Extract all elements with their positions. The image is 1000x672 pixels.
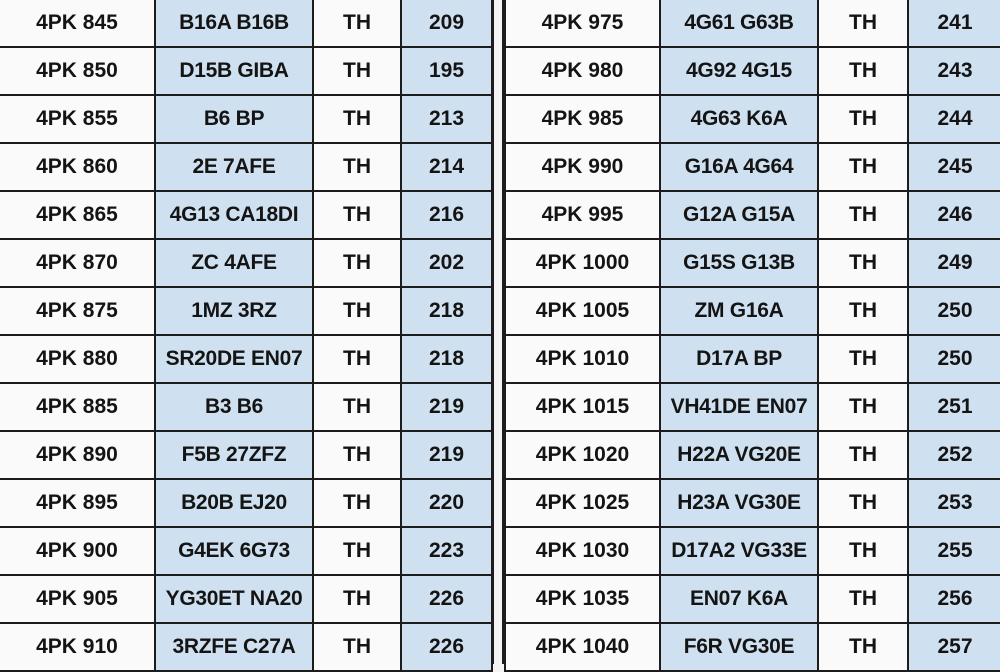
belt-code-text: 4PK 890 bbox=[36, 443, 118, 466]
belt-code-cell bbox=[0, 191, 155, 239]
suffix-text: TH bbox=[343, 587, 371, 610]
table-row bbox=[0, 143, 492, 191]
engine-codes-cell bbox=[155, 479, 313, 527]
engine-codes-cell bbox=[155, 431, 313, 479]
suffix-cell bbox=[313, 575, 401, 623]
belt-code-text: 4PK 905 bbox=[36, 587, 118, 610]
belt-code-text: 4PK 1020 bbox=[535, 443, 630, 466]
reference-number-cell bbox=[908, 527, 1000, 575]
reference-number-text: 244 bbox=[937, 107, 973, 130]
belt-code-text: 4PK 975 bbox=[541, 11, 624, 34]
engine-codes-text: 4G13 CA18DI bbox=[169, 203, 299, 226]
engine-codes-cell bbox=[155, 239, 313, 287]
belt-code-cell bbox=[505, 239, 660, 287]
suffix-cell bbox=[818, 383, 908, 431]
reference-number-text: 245 bbox=[937, 155, 973, 178]
reference-number-text: 250 bbox=[937, 347, 973, 370]
reference-number-cell bbox=[908, 0, 1000, 47]
suffix-cell bbox=[313, 191, 401, 239]
engine-codes-text: 4G92 4G15 bbox=[686, 59, 792, 82]
engine-codes-cell bbox=[660, 527, 818, 575]
suffix-cell bbox=[818, 527, 908, 575]
suffix-cell bbox=[313, 47, 401, 95]
suffix-text: TH bbox=[343, 299, 371, 322]
suffix-text: TH bbox=[343, 539, 371, 562]
reference-number-text: 209 bbox=[428, 11, 465, 34]
reference-number-text: 223 bbox=[428, 539, 465, 562]
belt-code-cell bbox=[0, 0, 155, 47]
suffix-text: TH bbox=[849, 587, 877, 610]
belt-code-cell bbox=[0, 575, 155, 623]
belt-code-cell bbox=[0, 143, 155, 191]
suffix-text: TH bbox=[343, 107, 371, 130]
table-row bbox=[505, 383, 1000, 431]
reference-number-text: 219 bbox=[428, 395, 465, 418]
reference-number-text: 216 bbox=[428, 203, 465, 226]
table-row bbox=[0, 383, 492, 431]
reference-number-cell bbox=[908, 47, 1000, 95]
table-row bbox=[0, 47, 492, 95]
reference-number-text: 195 bbox=[428, 59, 465, 82]
engine-codes-text: D17A2 VG33E bbox=[671, 539, 807, 562]
table-row bbox=[505, 335, 1000, 383]
engine-codes-text: F5B 27ZFZ bbox=[181, 443, 287, 466]
engine-codes-cell bbox=[660, 0, 818, 47]
belt-code-text: 4PK 990 bbox=[541, 155, 624, 178]
table-row bbox=[505, 527, 1000, 575]
reference-number-cell bbox=[401, 287, 492, 335]
table-row bbox=[505, 479, 1000, 527]
suffix-text: TH bbox=[343, 203, 371, 226]
reference-number-cell bbox=[401, 95, 492, 143]
belt-code-text: 4PK 1035 bbox=[535, 587, 630, 610]
engine-codes-cell bbox=[155, 95, 313, 143]
table-row bbox=[505, 0, 1000, 47]
engine-codes-text: G12A G15A bbox=[682, 203, 796, 226]
engine-codes-text: 3RZFE C27A bbox=[172, 635, 296, 658]
belt-code-cell bbox=[505, 47, 660, 95]
engine-codes-text: 4G61 G63B bbox=[684, 11, 794, 34]
belt-code-text: 4PK 995 bbox=[541, 203, 624, 226]
belt-code-cell bbox=[505, 143, 660, 191]
reference-number-text: 246 bbox=[937, 203, 973, 226]
engine-codes-text: EN07 K6A bbox=[690, 587, 788, 610]
suffix-text: TH bbox=[849, 299, 877, 322]
suffix-text: TH bbox=[343, 635, 371, 658]
suffix-text: TH bbox=[849, 11, 877, 34]
engine-codes-cell bbox=[155, 0, 313, 47]
reference-number-text: 251 bbox=[937, 395, 973, 418]
table-row bbox=[0, 575, 492, 623]
engine-codes-cell bbox=[155, 335, 313, 383]
reference-number-cell bbox=[908, 95, 1000, 143]
belt-code-cell bbox=[0, 431, 155, 479]
suffix-cell bbox=[818, 47, 908, 95]
reference-number-text: 226 bbox=[428, 587, 465, 610]
engine-codes-text: SR20DE EN07 bbox=[165, 347, 303, 370]
table-row bbox=[0, 239, 492, 287]
suffix-cell bbox=[818, 479, 908, 527]
table-row bbox=[0, 479, 492, 527]
reference-number-cell bbox=[401, 47, 492, 95]
belt-code-cell bbox=[0, 527, 155, 575]
reference-number-text: 214 bbox=[428, 155, 465, 178]
belt-code-cell bbox=[0, 47, 155, 95]
table-row bbox=[505, 431, 1000, 479]
engine-codes-cell bbox=[660, 479, 818, 527]
engine-codes-text: VH41DE EN07 bbox=[670, 395, 808, 418]
suffix-cell bbox=[818, 191, 908, 239]
suffix-cell bbox=[313, 0, 401, 47]
belt-code-cell bbox=[0, 95, 155, 143]
belt-code-cell bbox=[505, 527, 660, 575]
belt-code-text: 4PK 850 bbox=[36, 59, 118, 82]
suffix-cell bbox=[818, 287, 908, 335]
engine-codes-cell bbox=[155, 287, 313, 335]
engine-codes-cell bbox=[660, 383, 818, 431]
suffix-text: TH bbox=[343, 491, 371, 514]
engine-codes-text: F6R VG30E bbox=[683, 635, 795, 658]
suffix-cell bbox=[313, 287, 401, 335]
suffix-text: TH bbox=[343, 251, 371, 274]
engine-codes-text: G4EK 6G73 bbox=[178, 539, 290, 562]
suffix-text: TH bbox=[849, 251, 877, 274]
table-row bbox=[0, 335, 492, 383]
belt-code-cell bbox=[505, 191, 660, 239]
suffix-text: TH bbox=[849, 203, 877, 226]
belt-code-text: 4PK 875 bbox=[36, 299, 118, 322]
engine-codes-text: D17A BP bbox=[696, 347, 782, 370]
column-divider bbox=[492, 0, 504, 664]
reference-number-cell bbox=[908, 479, 1000, 527]
table-row bbox=[0, 287, 492, 335]
suffix-text: TH bbox=[343, 443, 371, 466]
suffix-text: TH bbox=[343, 347, 371, 370]
engine-codes-cell bbox=[660, 287, 818, 335]
suffix-cell bbox=[313, 335, 401, 383]
belt-code-cell bbox=[0, 239, 155, 287]
table-row bbox=[505, 47, 1000, 95]
belt-code-text: 4PK 1000 bbox=[535, 251, 630, 274]
engine-codes-text: 2E 7AFE bbox=[192, 155, 276, 178]
engine-codes-text: B3 B6 bbox=[204, 395, 264, 418]
belt-code-text: 4PK 865 bbox=[36, 203, 118, 226]
suffix-cell bbox=[313, 143, 401, 191]
reference-number-text: 220 bbox=[428, 491, 465, 514]
belt-code-text: 4PK 1010 bbox=[535, 347, 630, 370]
suffix-cell bbox=[313, 527, 401, 575]
reference-number-cell bbox=[401, 191, 492, 239]
reference-number-text: 253 bbox=[937, 491, 973, 514]
reference-number-cell bbox=[908, 383, 1000, 431]
suffix-cell bbox=[818, 0, 908, 47]
belt-code-text: 4PK 845 bbox=[36, 11, 118, 34]
suffix-cell bbox=[313, 239, 401, 287]
belt-code-cell bbox=[0, 335, 155, 383]
reference-number-text: 257 bbox=[937, 635, 973, 658]
reference-number-text: 243 bbox=[937, 59, 973, 82]
table-row bbox=[0, 191, 492, 239]
suffix-text: TH bbox=[343, 155, 371, 178]
engine-codes-cell bbox=[155, 47, 313, 95]
reference-number-cell bbox=[908, 239, 1000, 287]
belt-code-text: 4PK 855 bbox=[36, 107, 118, 130]
reference-number-text: 219 bbox=[428, 443, 465, 466]
engine-codes-text: B20B EJ20 bbox=[181, 491, 287, 514]
belt-code-cell bbox=[505, 383, 660, 431]
engine-codes-text: ZC 4AFE bbox=[191, 251, 277, 274]
belt-code-cell bbox=[505, 287, 660, 335]
suffix-cell bbox=[818, 95, 908, 143]
left-belt-table bbox=[0, 0, 493, 672]
belt-code-cell bbox=[505, 575, 660, 623]
suffix-text: TH bbox=[849, 155, 877, 178]
belt-code-text: 4PK 860 bbox=[36, 155, 118, 178]
table-row bbox=[0, 0, 492, 47]
belt-code-text: 4PK 1005 bbox=[535, 299, 630, 322]
suffix-text: TH bbox=[849, 347, 877, 370]
table-row bbox=[0, 95, 492, 143]
suffix-cell bbox=[313, 479, 401, 527]
right-belt-table bbox=[504, 0, 1000, 672]
engine-codes-cell bbox=[660, 335, 818, 383]
belt-code-text: 4PK 1015 bbox=[535, 395, 630, 418]
reference-number-text: 202 bbox=[428, 251, 465, 274]
engine-codes-text: G16A 4G64 bbox=[684, 155, 794, 178]
reference-number-cell bbox=[908, 143, 1000, 191]
reference-number-cell bbox=[908, 575, 1000, 623]
engine-codes-text: YG30ET NA20 bbox=[165, 587, 303, 610]
engine-codes-text: 4G63 K6A bbox=[690, 107, 788, 130]
reference-number-text: 252 bbox=[937, 443, 973, 466]
belt-code-text: 4PK 895 bbox=[36, 491, 118, 514]
engine-codes-cell bbox=[155, 383, 313, 431]
belt-code-cell bbox=[505, 95, 660, 143]
reference-number-text: 213 bbox=[428, 107, 465, 130]
belt-code-text: 4PK 870 bbox=[36, 251, 118, 274]
belt-code-cell bbox=[0, 383, 155, 431]
engine-codes-cell bbox=[660, 575, 818, 623]
engine-codes-cell bbox=[660, 95, 818, 143]
engine-codes-text: D15B GIBA bbox=[179, 59, 289, 82]
left-table-body bbox=[0, 0, 492, 671]
suffix-text: TH bbox=[849, 59, 877, 82]
reference-number-text: 250 bbox=[937, 299, 973, 322]
engine-codes-cell bbox=[155, 143, 313, 191]
reference-number-text: 255 bbox=[937, 539, 973, 562]
suffix-text: TH bbox=[849, 443, 877, 466]
table-row bbox=[0, 527, 492, 575]
suffix-text: TH bbox=[849, 107, 877, 130]
engine-codes-cell bbox=[660, 239, 818, 287]
reference-number-text: 241 bbox=[937, 11, 973, 34]
suffix-text: TH bbox=[343, 395, 371, 418]
engine-codes-cell bbox=[155, 527, 313, 575]
belt-code-text: 4PK 980 bbox=[541, 59, 624, 82]
table-row bbox=[505, 143, 1000, 191]
suffix-text: TH bbox=[849, 539, 877, 562]
suffix-cell bbox=[818, 431, 908, 479]
reference-number-text: 226 bbox=[428, 635, 465, 658]
engine-codes-cell bbox=[660, 47, 818, 95]
table-row bbox=[505, 287, 1000, 335]
suffix-text: TH bbox=[849, 491, 877, 514]
engine-codes-cell bbox=[660, 191, 818, 239]
belt-code-cell bbox=[505, 335, 660, 383]
belt-code-text: 4PK 985 bbox=[541, 107, 624, 130]
suffix-cell bbox=[818, 239, 908, 287]
reference-number-cell bbox=[401, 143, 492, 191]
belt-code-cell bbox=[0, 287, 155, 335]
suffix-text: TH bbox=[849, 635, 877, 658]
engine-codes-text: B16A B16B bbox=[179, 11, 289, 34]
table-row bbox=[505, 95, 1000, 143]
right-table-panel bbox=[504, 0, 1000, 664]
engine-codes-text: 1MZ 3RZ bbox=[191, 299, 277, 322]
belt-code-text: 4PK 1040 bbox=[535, 635, 630, 658]
reference-number-cell bbox=[401, 527, 492, 575]
reference-number-cell bbox=[908, 431, 1000, 479]
table-row bbox=[0, 431, 492, 479]
belt-code-cell bbox=[505, 0, 660, 47]
reference-number-cell bbox=[401, 0, 492, 47]
belt-code-text: 4PK 1025 bbox=[535, 491, 630, 514]
table-row bbox=[505, 239, 1000, 287]
belt-code-text: 4PK 885 bbox=[36, 395, 118, 418]
suffix-cell bbox=[313, 431, 401, 479]
reference-number-cell bbox=[401, 239, 492, 287]
reference-number-cell bbox=[401, 335, 492, 383]
reference-number-text: 249 bbox=[937, 251, 973, 274]
suffix-text: TH bbox=[343, 59, 371, 82]
reference-number-text: 218 bbox=[428, 347, 465, 370]
reference-number-cell bbox=[908, 191, 1000, 239]
reference-number-text: 218 bbox=[428, 299, 465, 322]
belt-code-cell bbox=[0, 479, 155, 527]
suffix-text: TH bbox=[849, 395, 877, 418]
reference-number-cell bbox=[908, 287, 1000, 335]
engine-codes-text: H23A VG30E bbox=[677, 491, 801, 514]
engine-codes-text: ZM G16A bbox=[694, 299, 784, 322]
belt-code-cell bbox=[505, 479, 660, 527]
belt-code-text: 4PK 880 bbox=[36, 347, 118, 370]
suffix-cell bbox=[818, 143, 908, 191]
suffix-cell bbox=[313, 383, 401, 431]
engine-codes-text: B6 BP bbox=[203, 107, 265, 130]
reference-number-text: 256 bbox=[937, 587, 973, 610]
engine-codes-cell bbox=[660, 431, 818, 479]
reference-number-cell bbox=[908, 335, 1000, 383]
left-table-panel bbox=[0, 0, 492, 664]
belt-code-text: 4PK 910 bbox=[36, 635, 118, 658]
engine-codes-cell bbox=[155, 575, 313, 623]
belt-code-cell bbox=[505, 431, 660, 479]
reference-number-cell bbox=[401, 431, 492, 479]
reference-number-cell bbox=[401, 575, 492, 623]
reference-number-cell bbox=[401, 479, 492, 527]
right-table-body bbox=[505, 0, 1000, 671]
table-row bbox=[505, 191, 1000, 239]
suffix-text: TH bbox=[343, 11, 371, 34]
belt-code-text: 4PK 1030 bbox=[535, 539, 630, 562]
belt-code-text: 4PK 900 bbox=[36, 539, 118, 562]
engine-codes-text: G15S G13B bbox=[683, 251, 795, 274]
engine-codes-cell bbox=[155, 191, 313, 239]
suffix-cell bbox=[818, 335, 908, 383]
reference-number-cell bbox=[401, 383, 492, 431]
engine-codes-text: H22A VG20E bbox=[677, 443, 801, 466]
suffix-cell bbox=[818, 575, 908, 623]
suffix-cell bbox=[313, 95, 401, 143]
engine-codes-cell bbox=[660, 143, 818, 191]
table-row bbox=[505, 575, 1000, 623]
